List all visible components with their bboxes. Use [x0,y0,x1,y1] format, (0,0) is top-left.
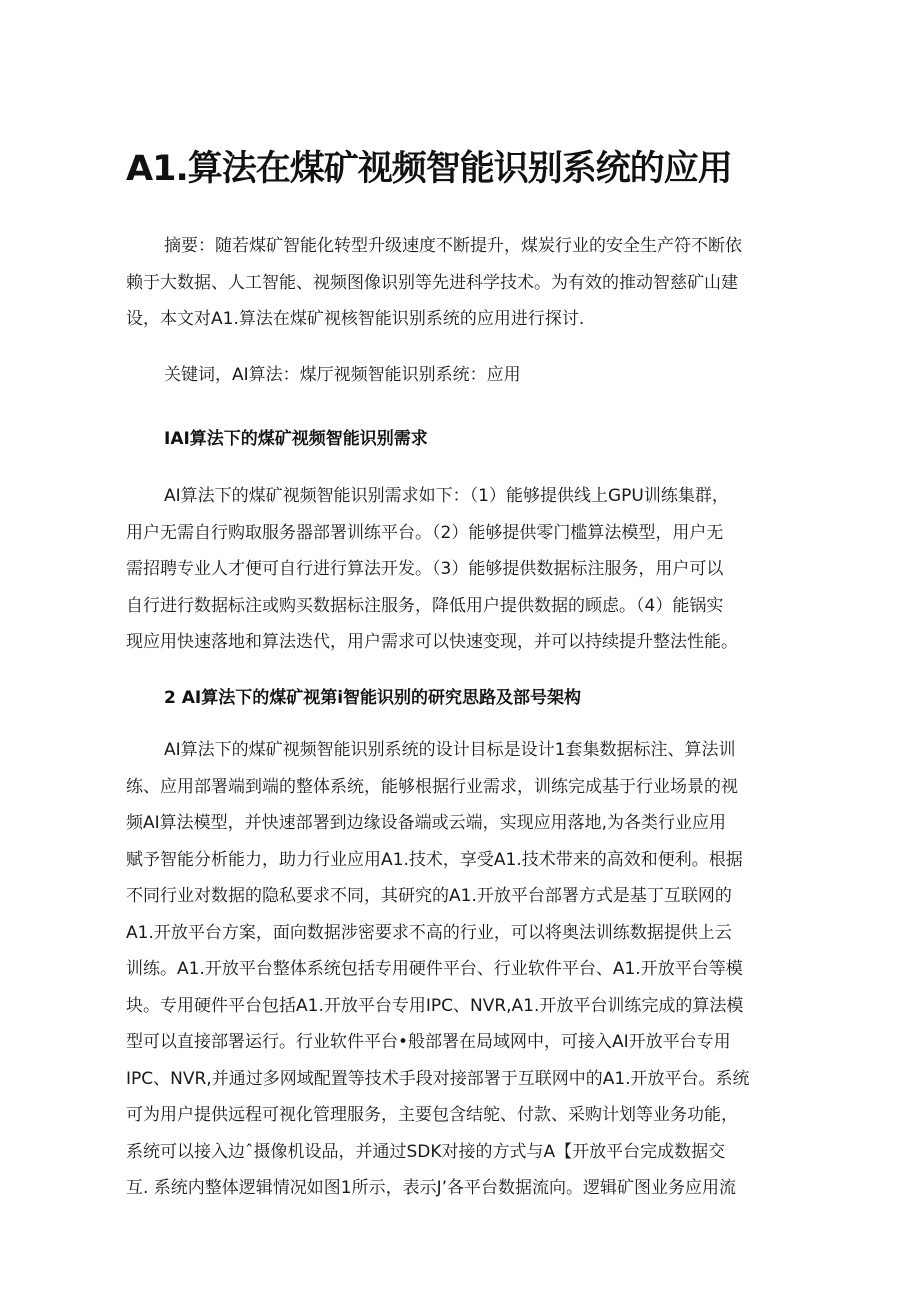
body-line: 频AI算法模型，并快速部署到边缘设备端或云端，实现应用落地,为各类行业应用 [126,813,727,833]
body-line: 块。专用硬件平台包括A1.开放平台专用IPC、NVR,A1.开放平台训练完成的算法模 [126,995,744,1016]
section-heading-2: 2 AI算法下的煤矿视第i智能识别的研究思路及部号架构 [164,688,582,708]
body-line: 不同行业对数据的隐私要求不同，其研究的A1.开放平台部署方式是基丁互联网的 [126,886,732,906]
body-line: 训练。A1.开放平台整体系统包括专用硬件平台、行业软件平台、A1.开放平台等模 [126,959,743,979]
body-line: A1.开放平台方案，面向数据涉密要求不高的行业，可以将奥法训练数据提供上云 [126,922,732,943]
abstract-line: 设，本文对A1.算法在煤矿视核智能识别系统的应用进行探讨. [126,309,585,329]
body-line: 系统可以接入边ˆ摄像机设品，并通过SDK对接的方式与A【开放平台完成数据交 [126,1141,726,1162]
body-line: 自行进行数据标注或购买数据标注服务，降低用户提供数据的顾虑。（4）能锅实 [126,595,724,616]
keywords-line: 关键词，AI算法：煤厅视频智能识别系统：应用 [164,365,521,385]
section1-paragraph [126,478,794,661]
body-line: 型可以直接部署运行。行业软件平台•般部署在局域网中，可接入AI开放平台专用 [126,1032,731,1052]
abstract-line: 摘要：随若煤矿智能化转型升级速度不断提升，煤炭行业的安全生产符不断依 [164,236,742,256]
body-line: 用户无需自行购取服务器部署训练平台。（2）能够提供零门槛算法模型，用户无 [126,522,724,543]
abstract-line: 赖于大数据、人工智能、视频图像识别等先进科学技术。为有效的推动智慈矿山建 [126,272,738,293]
section2-paragraph [126,732,794,1207]
body-line: 互. 系统内整体逻辑情况如图1所示，表示J’各平台数据流向。逻辑矿图业务应用流 [126,1178,737,1198]
abstract-paragraph [126,228,794,338]
body-line: 现应用快速落地和算法迭代，用户需求可以快速变现，并可以持续提升整法性能。 [126,632,738,652]
section-heading-1: IAI算法下的煤矿视频智能识别需求 [164,429,428,449]
page-title: A1.算法在煤矿视频智能识别系统的应用 [126,149,732,189]
body-line: 需招聘专业人才便可自行进行算法开发。（3）能够提供数据标注服务，用户可以 [126,559,724,579]
body-line: AI算法下的煤矿视频智能识别需求如下：（1）能够提供线上GPU训练集群， [164,486,729,506]
body-line: 可为用户提供远程可视化管理服务，主要包含结鸵、付款、采购计划等业务功能， [126,1105,738,1125]
body-line: 赋予智能分析能力，助力行业应用A1.技术，享受A1.技术带来的高效和便利。根据 [126,849,743,870]
body-line: 练、应用部署端到端的整体系统，能够根据行业需求，训练完成基于行业场景的视 [126,776,738,797]
body-line: IPC、NVR,并通过多网域配置等技术手段对接部署于互联网中的A1.开放平台。系统 [126,1068,750,1089]
body-line: AI算法下的煤矿视频智能识别系统的设计目标是设计1套集数据标注、算法训 [164,740,736,760]
